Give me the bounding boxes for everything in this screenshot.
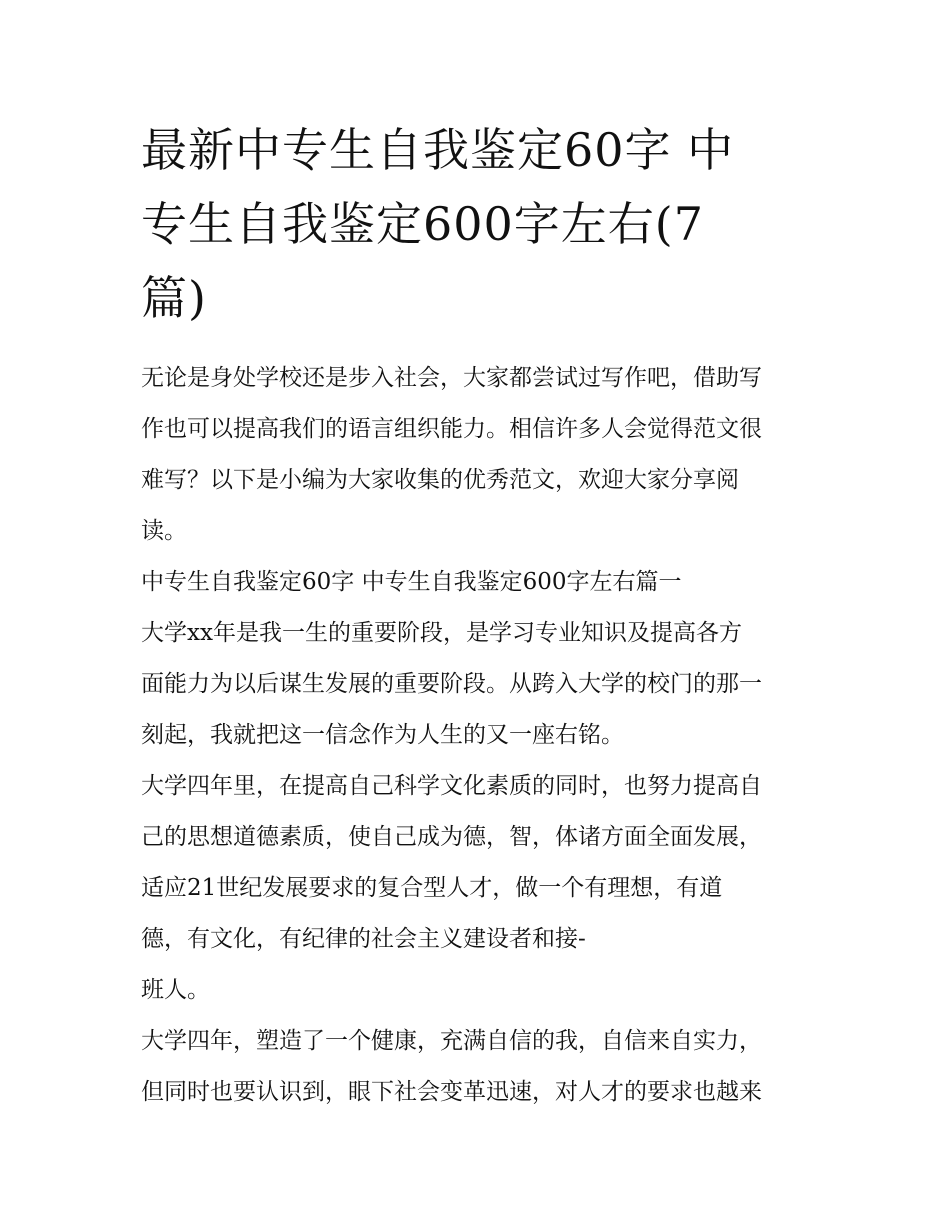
paragraph-2-line-1: 大学四年里，在提高自己科学文化素质的同时，也努力提高自 bbox=[141, 773, 762, 799]
intro-line-3: 难写？以下是小编为大家收集的优秀范文，欢迎大家分享阅 bbox=[141, 467, 739, 493]
paragraph-3-line-1: 大学四年，塑造了一个健康，充满自信的我，自信来自实力， bbox=[141, 1028, 762, 1054]
document-title bbox=[141, 113, 821, 335]
paragraph-1-line-1: 大学xx年是我一生的重要阶段，是学习专业知识及提高各方 bbox=[141, 620, 742, 646]
paragraph-2-line-4: 德，有文化，有纪律的社会主义建设者和接- bbox=[141, 926, 586, 952]
intro-line-1: 无论是身处学校还是步入社会，大家都尝试过写作吧，借助写 bbox=[141, 365, 762, 391]
title-line-3: 篇) bbox=[141, 271, 207, 325]
document-body bbox=[141, 353, 821, 1118]
paragraph-2-line-3: 适应21世纪发展要求的复合型人才，做一个有理想，有道 bbox=[141, 875, 723, 901]
document-page bbox=[141, 113, 821, 1118]
title-line-2: 专生自我鉴定600字左右(7 bbox=[141, 197, 705, 251]
paragraph-3-line-2: 但同时也要认识到，眼下社会变革迅速，对人才的要求也越来 bbox=[141, 1079, 762, 1105]
intro-line-4: 读。 bbox=[141, 518, 187, 544]
intro-line-2: 作也可以提高我们的语言组织能力。相信许多人会觉得范文很 bbox=[141, 416, 762, 442]
paragraph-1-line-3: 刻起，我就把这一信念作为人生的又一座右铭。 bbox=[141, 722, 624, 748]
paragraph-2-line-5: 班人。 bbox=[141, 977, 210, 1003]
title-line-1: 最新中专生自我鉴定60字 中 bbox=[141, 123, 735, 177]
paragraph-1-line-2: 面能力为以后谋生发展的重要阶段。从跨入大学的校门的那一 bbox=[141, 671, 762, 697]
paragraph-2-line-2: 己的思想道德素质，使自己成为德，智，体诸方面全面发展， bbox=[141, 824, 762, 850]
section-heading: 中专生自我鉴定60字 中专生自我鉴定600字左右篇一 bbox=[141, 569, 682, 595]
